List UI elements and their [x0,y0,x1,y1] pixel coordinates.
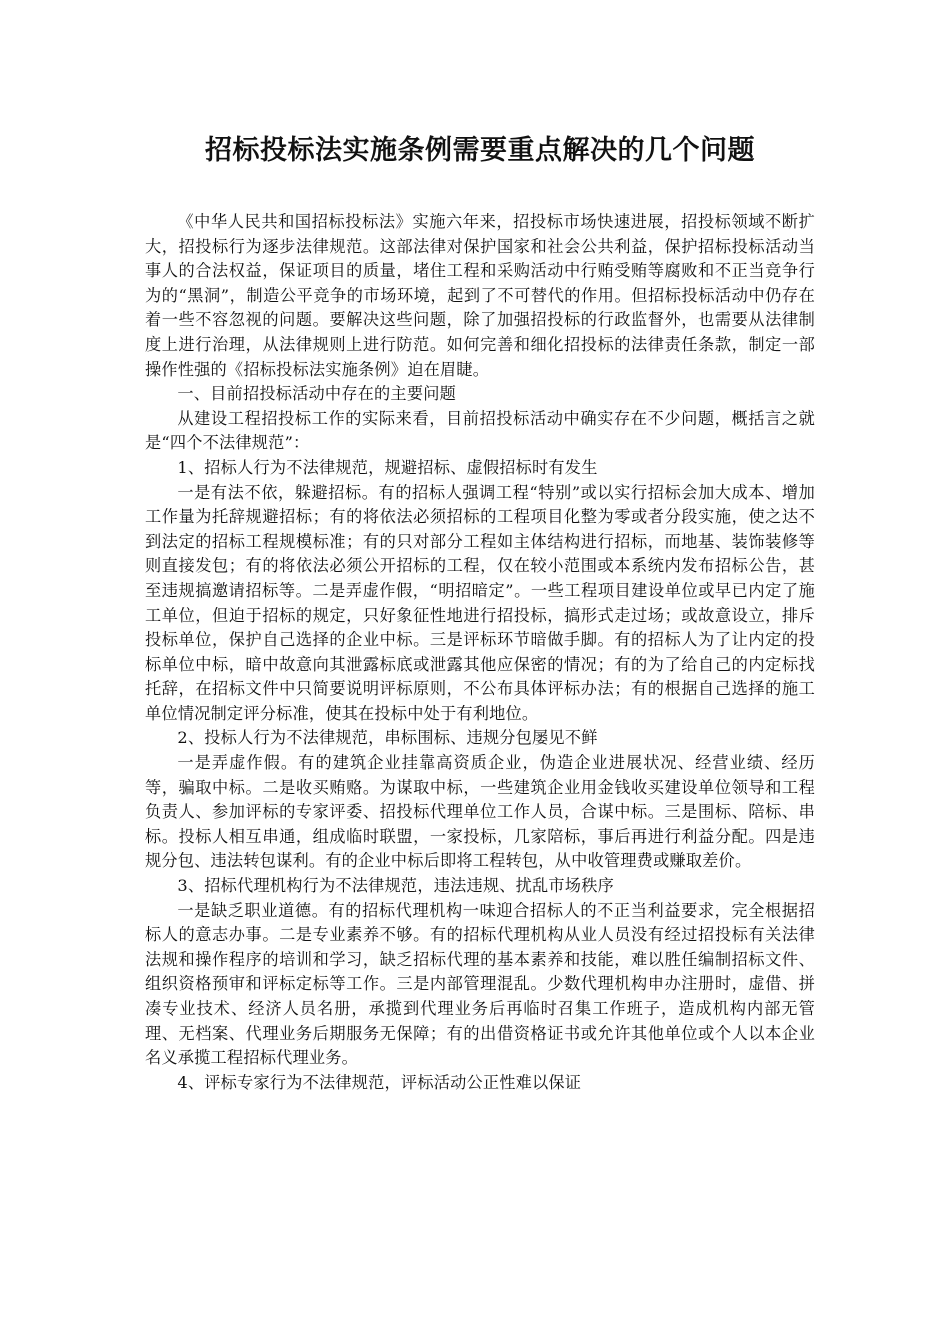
document-page [145,128,815,1095]
document-title: 招标投标法实施条例需要重点解决的几个问题 [205,135,755,166]
paragraph-bidder: 一是弄虚作假。有的建筑企业挂靠高资质企业，伪造企业进展状况、经营业绩、经历等，骗取中标。二是收买贿赂。为谋取中标，一些建筑企业用金钱收买建设单位领导和工程负责人、参加评标的专家评委、招投标代理单位工作人员，合谋中标。三是围标、陪标、串标。投标人相互串通，组成临时联盟，一家投标，几家陪标，事后再进行利益分配。四是违规分包、违法转包谋利。有的企业中标后即将工程转包，从中收管理费或赚取差价。 [145,753,815,871]
subheading-experts: 4、评标专家行为不法律规范，评标活动公正性难以保证 [177,1072,582,1092]
subheading-agency: 3、招标代理机构行为不法律规范，违法违规、扰乱市场秩序 [177,876,614,896]
paragraph-overview: 从建设工程招投标工作的实际来看，目前招投标活动中确实存在不少问题，概括言之就是“四个不法律规范”： [145,408,815,453]
paragraph-intro: 《中华人民共和国招标投标法》实施六年来，招投标市场快速进展，招投标领域不断扩大，招投标行为逐步法律规范。这部法律对保护国家和社会公共利益，保护招标投标活动当事人的合法权益，保证项目的质量，堵住工程和采购活动中行贿受贿等腐败和不正当竞争行为的“黑洞”，制造公平竞争的市场环境，起到了不可替代的作用。但招标投标活动中仍存在着一些不容忽视的问题。要解决这些问题，除了加强招投标的行政监督外，也需要从法律制度上进行治理，从法律规则上进行防范。如何完善和细化招投标的法律责任条款，制定一部操作性强的《招标投标法实施条例》迫在眉睫。 [145,212,815,379]
subheading-tenderer: 1、招标人行为不法律规范，规避招标、虚假招标时有发生 [177,457,598,477]
paragraph-agency: 一是缺乏职业道德。有的招标代理机构一味迎合招标人的不正当利益要求，完全根据招标人的意志办事。二是专业素养不够。有的招标代理机构从业人员没有经过招投标有关法律法规和操作程序的培训和学习，缺乏招标代理的基本素养和技能，难以胜任编制招标文件、组织资格预审和评标定标等工作。三是内部管理混乱。少数代理机构申办注册时，虚借、拼凑专业技术、经济人员名册，承揽到代理业务后再临时召集工作班子，造成机构内部无管理、无档案、代理业务后期服务无保障；有的出借资格证书或允许其他单位或个人以本企业名义承揽工程招标代理业务。 [145,900,815,1068]
section-heading-1: 一、目前招投标活动中存在的主要问题 [177,384,456,404]
subheading-bidder: 2、投标人行为不法律规范，串标围标、违规分包屡见不鲜 [177,728,598,748]
paragraph-tenderer: 一是有法不依，躲避招标。有的招标人强调工程“特别”或以实行招标会加大成本、增加工作量为托辞规避招标；有的将依法必须招标的工程项目化整为零或者分段实施，使之达不到法定的招标工程规模标准；有的只对部分工程如主体结构进行招标，而地基、装饰装修等则直接发包；有的将依法必须公开招标的工程，仅在较小范围或本系统内发布招标公告，甚至违规搞邀请招标等。二是弄虚作假，“明招暗定”。一些工程项目建设单位或早已内定了施工单位，但迫于招标的规定，只好象征性地进行招投标，搞形式走过场；或故意设立，排斥投标单位，保护自己选择的企业中标。三是评标环节暗做手脚。有的招标人为了让内定的投标单位中标，暗中故意向其泄露标底或泄露其他应保密的情况；有的为了给自己的内定标找托辞，在招标文件中只简要说明评标原则，不公布具体评标办法；有的根据自己选择的施工单位情况制定评分标准，使其在投标中处于有利地位。 [145,482,815,723]
document-body [145,210,815,1095]
